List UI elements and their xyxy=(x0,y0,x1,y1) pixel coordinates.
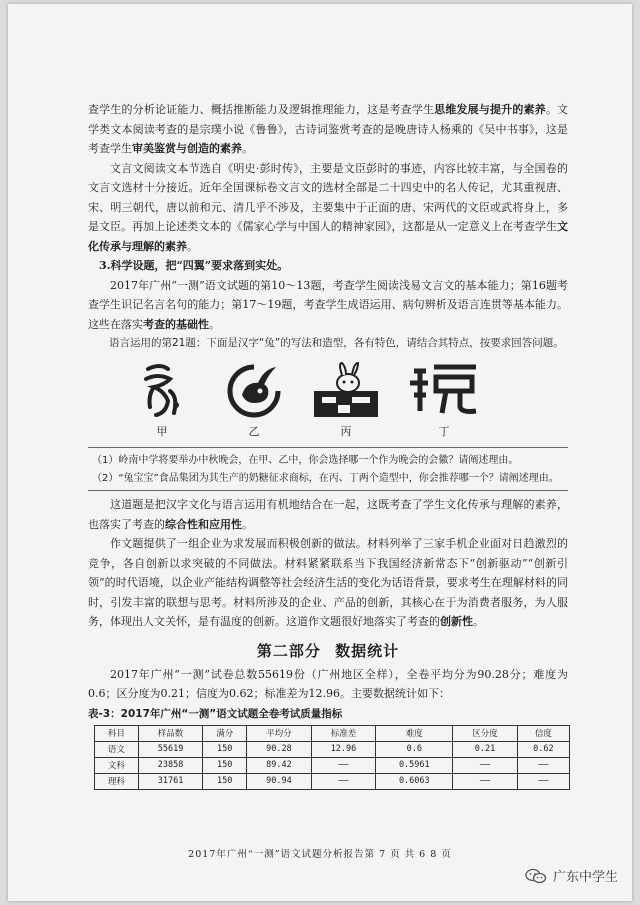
table-cell: 23858 xyxy=(138,757,203,773)
quality-indicator-table xyxy=(94,725,570,790)
table-header: 信度 xyxy=(517,725,569,741)
table-cell: 150 xyxy=(203,741,247,757)
table-cell: —— xyxy=(453,757,517,773)
table-cell: 语文 xyxy=(95,741,139,757)
paragraph-2: 文言文阅读文本节选自《明史·彭时传》，主要是文臣彭时的事迹，内容比较丰富，与全国卷的文言文选材十分接近。近年全国课标卷文言文的选材全部是二十四史中的名人传记，尤其重视唐、宋、明三朝代，唐以前和元、清几乎不涉及，主要集中于正面的唐、宋两代的文臣或武将身上，多是文臣。再加上论述类文本的《儒家心学与中国人的精神家园》，这都是从一定意义上在考查学生文化传承与理解的素养。 xyxy=(88,161,568,253)
table-header: 科目 xyxy=(95,725,139,741)
question-21-prompt: 语言运用的第21题：下面是汉字“兔”的写法和造型，各有特色，请结合其特点，按要求回答问题。 xyxy=(109,337,564,349)
question-2: （2）“兔宝宝”食品集团为其生产的奶糖征求商标，在丙、丁两个造型中，你会推荐哪一个？请阐述理由。 xyxy=(92,473,559,484)
table-row xyxy=(95,757,570,773)
glyph-label-ding: 丁 xyxy=(438,425,450,438)
table-cell: 12.96 xyxy=(311,741,376,757)
table-cell: 150 xyxy=(203,773,247,789)
table-header: 区分度 xyxy=(453,725,517,741)
table-cell: 89.42 xyxy=(247,757,312,773)
section-heading-3: 3.科学设题，把“四翼”要求落到实处。 xyxy=(99,259,289,272)
paragraph-7: 2017年广州“一测”试卷总数55619份（广州地区全样），全卷平均分为90.28分；难度为0.6；区分度为0.21；信度为0.62；标准差为12.96。主要数据统计如下： xyxy=(88,667,568,700)
table-header: 满分 xyxy=(203,725,247,741)
table-row xyxy=(95,773,570,789)
watermark xyxy=(525,866,618,885)
wechat-icon xyxy=(525,868,547,884)
rabbit-geometric-character-icon xyxy=(406,361,482,419)
watermark-text: 广东中学生 xyxy=(552,870,618,885)
table-cell: —— xyxy=(311,757,376,773)
table-cell: 文科 xyxy=(95,757,139,773)
part-title xyxy=(88,640,568,661)
table-cell: —— xyxy=(517,773,569,789)
table-cell: 理科 xyxy=(95,773,139,789)
rabbit-seal-script-icon xyxy=(124,361,200,419)
part-name: 数据统计 xyxy=(335,641,400,660)
table-cell: 0.21 xyxy=(453,741,517,757)
table-cell: 55619 xyxy=(138,741,203,757)
table-cell: 150 xyxy=(203,757,247,773)
table-header: 平均分 xyxy=(247,725,312,741)
document-page xyxy=(8,4,632,901)
table-cell: 31761 xyxy=(138,773,203,789)
paragraph-1: 查学生的分析论证能力、概括推断能力及逻辑推理能力，这是考查学生思维发展与提升的素养。文学类文本阅读考查的是宗璞小说《鲁鲁》，古诗词鉴赏考查的是晚唐诗人杨乘的《吴中书事》，这是考查学生审美鉴赏与创造的素养。 xyxy=(88,103,569,155)
rabbit-cartoon-block-icon xyxy=(308,361,384,419)
table-cell: —— xyxy=(311,773,376,789)
table-caption: 表-3：2017年广州“一测”语文试题全卷考试质量指标 xyxy=(88,707,343,720)
question-1: （1）岭南中学将要举办中秋晚会，在甲、乙中，你会选择哪一个作为晚会的会徽？请阐述理由。 xyxy=(92,455,519,466)
table-header: 难度 xyxy=(376,725,453,741)
part-number: 第二部分 xyxy=(256,641,321,660)
glyph-label-yi: 乙 xyxy=(248,425,260,438)
table-cell: 0.6063 xyxy=(376,773,453,789)
page-footer: 2017年广州“一测”语文试题分析报告第 7 页 共 6 8 页 xyxy=(188,849,452,860)
paragraph-6: 作文题提供了一组企业为求发展而积极创新的做法。材料列举了三家手机企业面对日趋激烈的竞争，各自创新以求突破的不同做法。材料紧紧联系当下我国经济新常态下“创新驱动”“创新引领”的时代语境，以企业产能结构调整等社会经济生活的变化为话语背景，要求考生在理解材料的同时，引发丰富的联想与思考。材料所涉及的企业、产品的创新，其核心在于为消费者服务，为人服务，体现出人文关怀，是有温度的创新。这道作文题很好地落实了考查的创新性。 xyxy=(88,537,568,628)
glyph-label-bing: 丙 xyxy=(340,425,352,438)
table-cell: 90.94 xyxy=(247,773,312,789)
table-header-row xyxy=(95,725,570,741)
table-cell: 0.6 xyxy=(376,741,453,757)
question-box xyxy=(88,447,568,491)
rabbit-glyph-row xyxy=(88,359,568,445)
table-cell: 0.62 xyxy=(517,741,569,757)
rabbit-circle-emblem-icon xyxy=(216,361,292,419)
table-header: 标准差 xyxy=(311,725,376,741)
page-content xyxy=(88,100,568,790)
table-cell: —— xyxy=(453,773,517,789)
paragraph-3: 2017年广州“一测”语文试题的第10～13题，考查学生阅读浅易文言文的基本能力；第16题考查学生识记名言名句的能力；第17～19题，考查学生成语运用、病句辨析及语言连贯等基本能力。这些在落实考查的基础性。 xyxy=(88,278,568,331)
table-cell: 90.28 xyxy=(247,741,312,757)
glyph-label-jia: 甲 xyxy=(156,425,168,438)
table-row xyxy=(95,741,570,757)
table-cell: 0.5961 xyxy=(376,757,453,773)
table-header: 样品数 xyxy=(138,725,203,741)
paragraph-5: 这道题是把汉字文化与语言运用有机地结合在一起，这既考查了学生文化传承与理解的素养，也落实了考查的综合性和应用性。 xyxy=(88,498,568,531)
table-cell: —— xyxy=(517,757,569,773)
